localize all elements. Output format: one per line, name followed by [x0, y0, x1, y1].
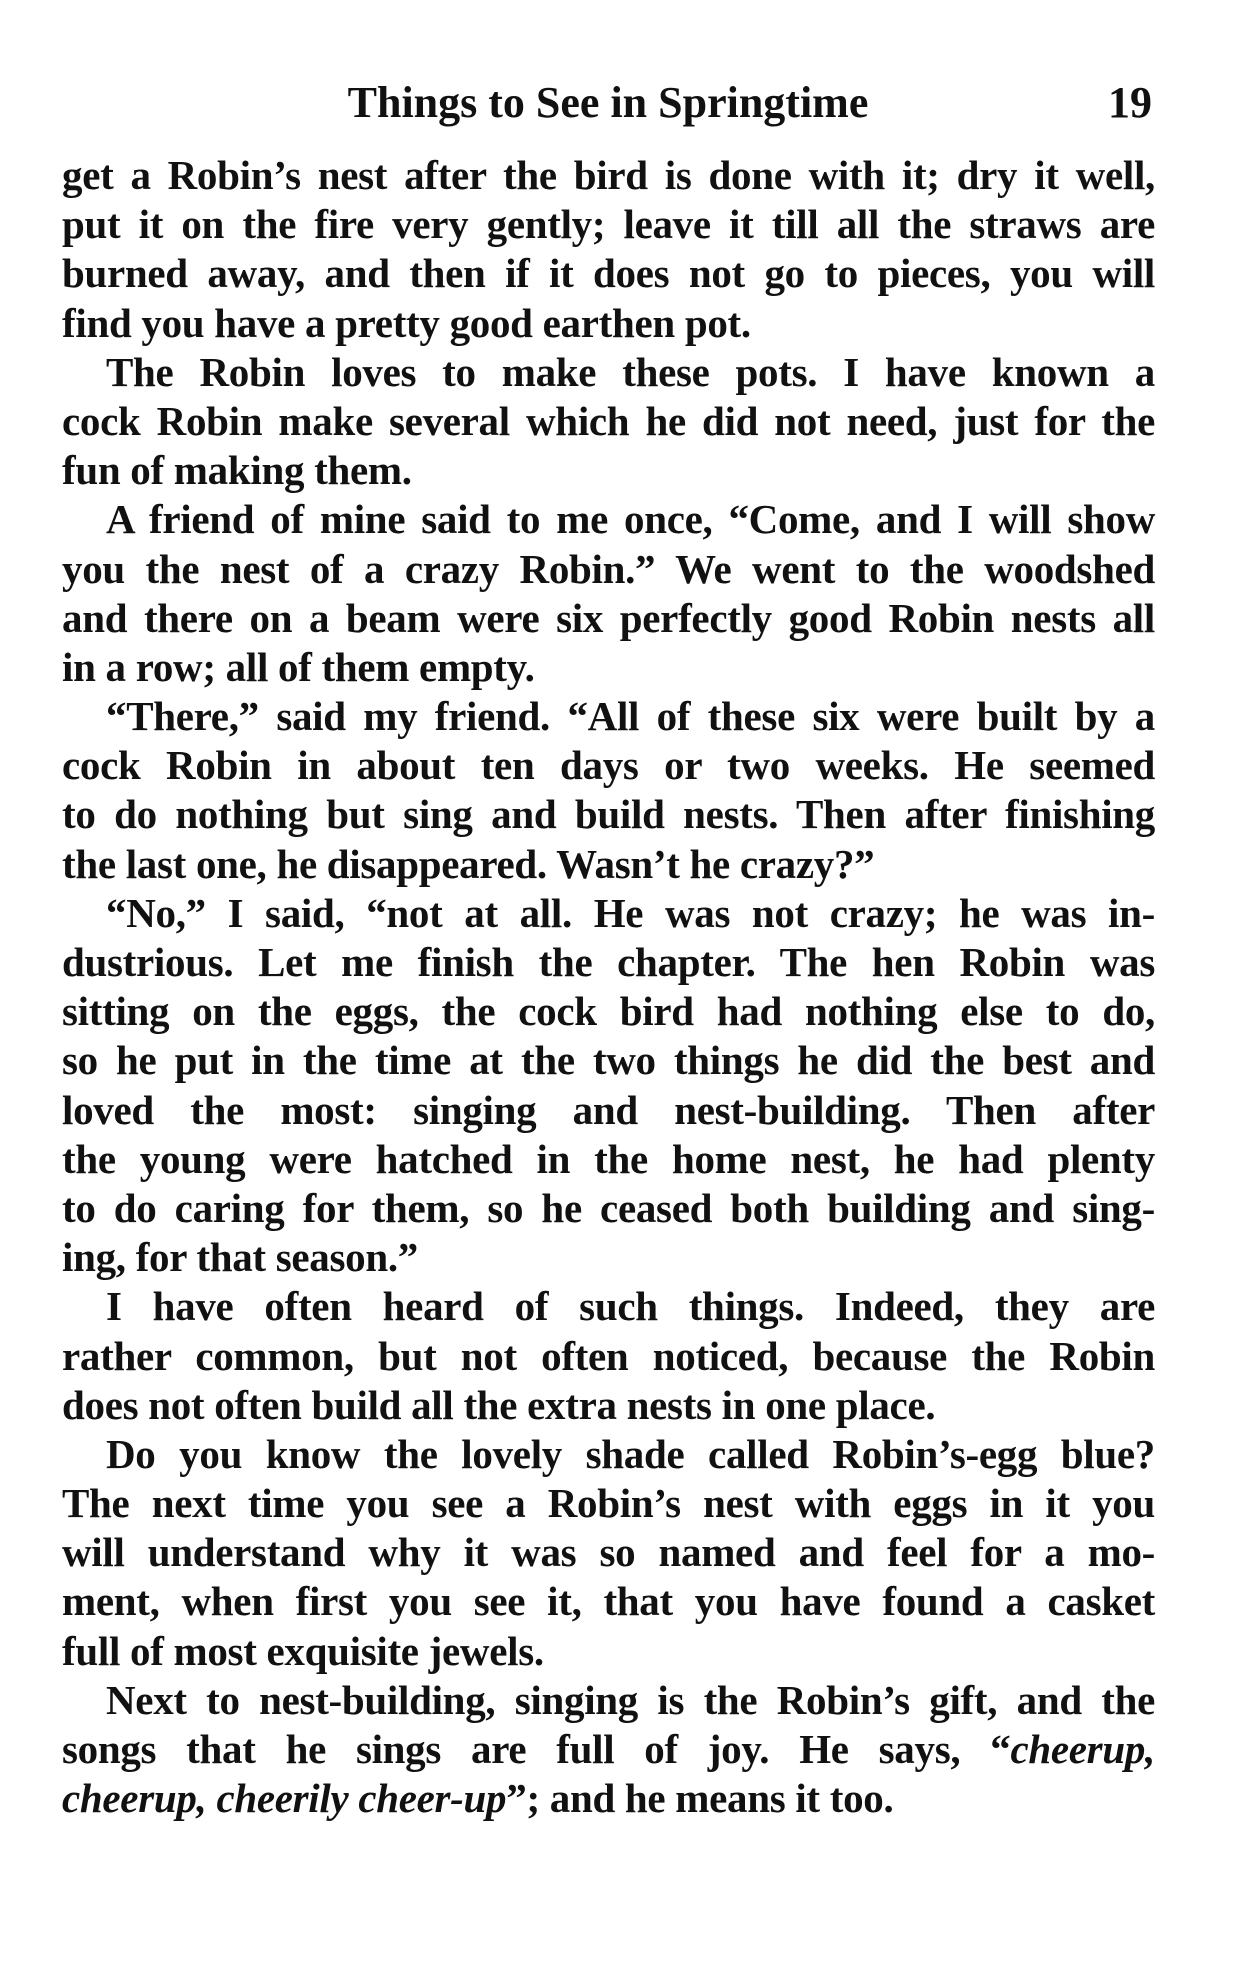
text-line: [62, 594, 1155, 643]
text-segment: Next to nest-building, singing is the Robin’s gift, and the: [106, 1676, 1155, 1723]
text-line: [62, 1086, 1155, 1135]
text-line: [62, 299, 1155, 348]
text-line: [62, 1528, 1155, 1577]
text-segment: to do caring for them, so he ceased both building and sing-: [62, 1184, 1155, 1231]
text-line: [62, 1627, 1155, 1676]
text-segment: I have often heard of such things. Indeed, they are: [106, 1283, 1155, 1330]
text-segment: to do nothing but sing and build nests. Then after finishing: [62, 791, 1155, 838]
text-segment: put it on the fire very gently; leave it till all the straws are: [62, 201, 1155, 248]
text-segment: cock Robin in about ten days or two weeks. He seemed: [62, 742, 1155, 789]
text-segment: A friend of mine said to me once, “Come, and I will show: [106, 496, 1155, 543]
text-line: [62, 1233, 1155, 1282]
text-segment: the young were hatched in the home nest, he had plenty: [62, 1135, 1155, 1182]
text-segment: you the nest of a crazy Robin.” We went to the woodshed: [62, 545, 1155, 592]
text-segment: Do you know the lovely shade called Robin’s-egg blue?: [106, 1430, 1155, 1477]
text-segment: songs that he sings are full of joy. He says, “: [62, 1726, 1011, 1772]
italic-text-segment: cheerup, cheerily cheer-up: [62, 1775, 507, 1822]
text-line: [62, 938, 1155, 987]
text-segment: sitting on the eggs, the cock bird had nothing else to do,: [62, 988, 1155, 1035]
text-segment: “There,” said my friend. “All of these six were built by a: [106, 693, 1155, 740]
text-segment: loved the most: singing and nest-building. Then after: [62, 1086, 1155, 1133]
text-segment: find you have a pretty good earthen pot.: [62, 299, 751, 346]
text-line: [62, 1184, 1155, 1233]
text-line: [62, 1135, 1155, 1184]
text-line: [62, 1774, 1155, 1823]
text-line: [62, 987, 1155, 1036]
text-segment: rather common, but not often noticed, because the Robin: [62, 1332, 1155, 1379]
text-line: [62, 889, 1155, 938]
text-line: [62, 249, 1155, 298]
text-segment: The Robin loves to make these pots. I have known a: [106, 348, 1155, 395]
text-line: [62, 495, 1155, 544]
text-line: [62, 348, 1155, 397]
text-segment: ing, for that season.”: [62, 1234, 418, 1281]
text-segment: fun of making them.: [62, 447, 412, 494]
text-segment: The next time you see a Robin’s nest with eggs in it you: [62, 1480, 1155, 1527]
text-line: [62, 200, 1155, 249]
page-number: 19: [1108, 78, 1152, 127]
text-segment: will understand why it was so named and feel for a mo-: [62, 1529, 1155, 1576]
text-line: [62, 1332, 1155, 1381]
text-line: [62, 1479, 1155, 1528]
text-line: [62, 1577, 1155, 1626]
text-line: [62, 643, 1155, 692]
text-segment: cock Robin make several which he did not need, just for the: [62, 397, 1155, 444]
text-segment: ment, when first you see it, that you have found a casket: [62, 1578, 1155, 1625]
text-segment: get a Robin’s nest after the bird is done with it; dry it well,: [62, 152, 1155, 198]
text-line: [62, 397, 1155, 446]
text-segment: and there on a beam were six perfectly good Robin nests all: [62, 594, 1155, 641]
text-segment: in a row; all of them empty.: [62, 643, 535, 690]
text-line: [62, 692, 1155, 741]
text-line: [62, 741, 1155, 790]
text-segment: so he put in the time at the two things he did the best and: [62, 1037, 1155, 1084]
text-line: [62, 1282, 1155, 1331]
text-line: [62, 1381, 1155, 1430]
text-line: [62, 446, 1155, 495]
text-segment: the last one, he disappeared. Wasn’t he crazy?”: [62, 840, 875, 887]
text-line: [62, 151, 1155, 200]
text-segment: does not often build all the extra nests in one place.: [62, 1381, 936, 1428]
running-head-title: Things to See in Springtime: [347, 78, 869, 127]
text-line: [62, 790, 1155, 839]
text-line: [62, 1036, 1155, 1085]
text-segment: full of most exquisite jewels.: [62, 1627, 544, 1674]
text-line: [62, 1725, 1155, 1774]
text-segment: burned away, and then if it does not go to pieces, you will: [62, 250, 1155, 297]
text-segment: “No,” I said, “not at all. He was not crazy; he was in-: [106, 889, 1155, 936]
text-line: [62, 1676, 1155, 1725]
text-line: [62, 545, 1155, 594]
text-line: [62, 840, 1155, 889]
italic-text-segment: cheerup,: [1010, 1726, 1155, 1772]
text-segment: dustrious. Let me finish the chapter. The hen Robin was: [62, 939, 1155, 985]
text-line: [62, 1430, 1155, 1479]
page-body-text: [62, 151, 1155, 1823]
text-segment: ”; and he means it too.: [506, 1775, 894, 1822]
